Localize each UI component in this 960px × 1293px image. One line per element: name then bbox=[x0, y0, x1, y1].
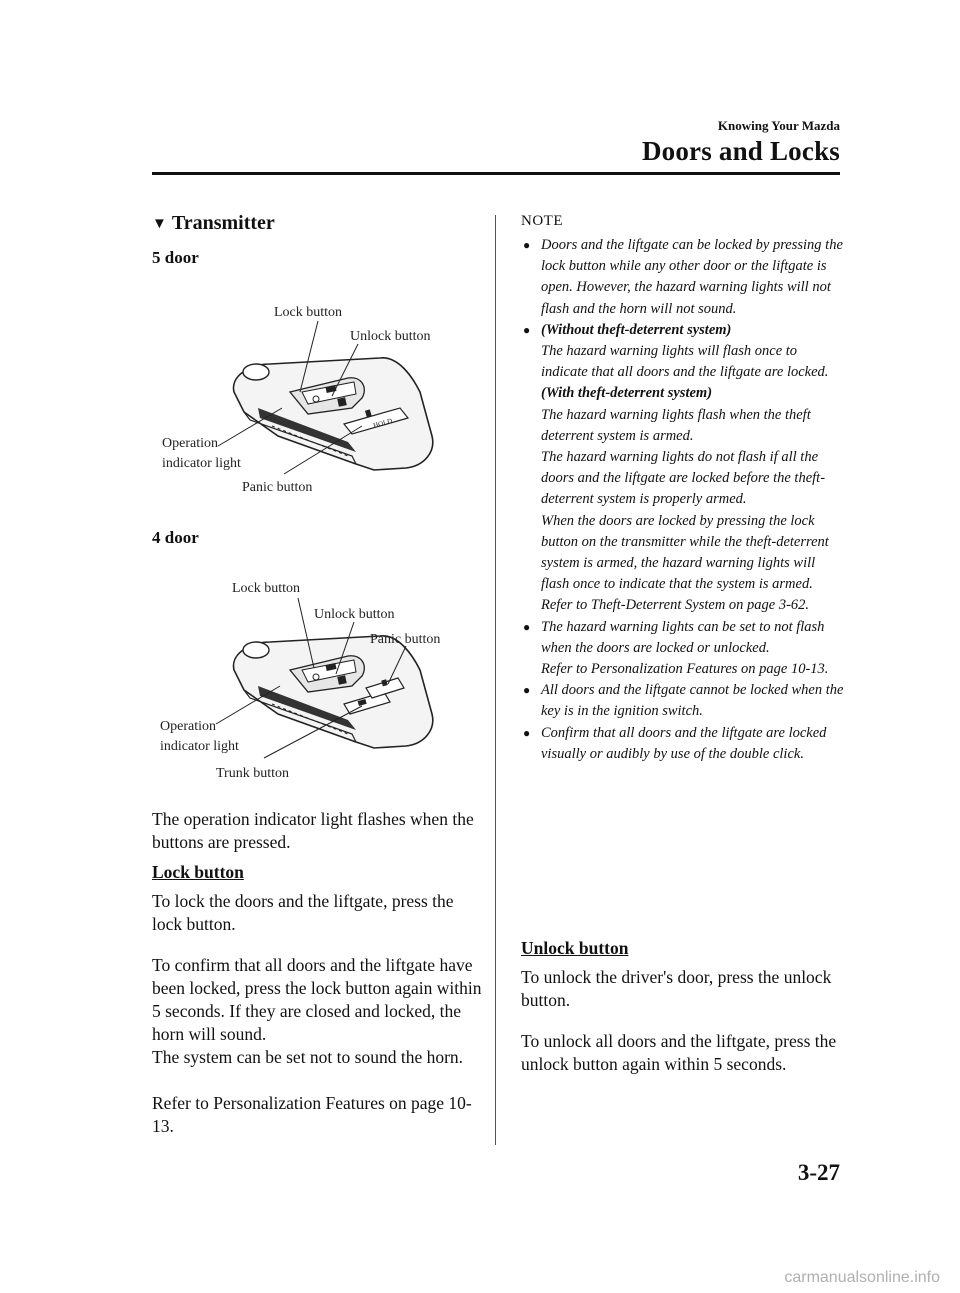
bullet-icon: ● bbox=[523, 619, 531, 634]
paragraph-confirm-lock: To confirm that all doors and the liftgate have been locked, press the lock button again within 5 seconds. If they are closed and locked, the horn will sound. bbox=[152, 955, 482, 1044]
note-item: ● Confirm that all doors and the liftgate are locked visually or audibly by use of the double click. bbox=[523, 724, 827, 762]
label-operation: Operation bbox=[160, 719, 216, 734]
lock-button-heading: Lock button bbox=[152, 862, 244, 882]
note-item: ● (Without theft-deterrent system) The hazard warning lights will flash once to indicate that all doors and the liftgate are locked. (With theft-deterrent system) The hazard warning lights flash when the theft deterrent system is armed. The hazard warning lights do not flash if all the doors and the liftgate are locked before the theft-deterrent system is properly armed. When the doors are locked by pressing the lock button on the transmitter while the theft-deterrent system is armed, the hazard warning lights will flash once to indicate that the system is armed. Refer to Theft-Deterrent System on page 3-62. bbox=[523, 321, 829, 614]
figure-label-5-door: 5 door bbox=[152, 248, 199, 267]
chapter-title: Knowing Your Mazda bbox=[717, 118, 840, 133]
paragraph-lock: To lock the doors and the liftgate, press the lock button. bbox=[152, 891, 454, 934]
label-lock-button: Lock button bbox=[274, 305, 343, 320]
bullet-icon: ● bbox=[523, 725, 531, 740]
paragraph-unlock-all: To unlock all doors and the liftgate, press the unlock button again within 5 seconds. bbox=[521, 1031, 837, 1074]
paragraph-indicator: The operation indicator light flashes when the buttons are pressed. bbox=[152, 809, 474, 852]
header-rule bbox=[152, 172, 840, 175]
paragraph-unlock-driver: To unlock the driver's door, press the unlock button. bbox=[521, 967, 832, 1010]
bullet-icon: ● bbox=[523, 238, 531, 252]
label-lock-button: Lock button bbox=[232, 581, 301, 596]
note-heading: NOTE bbox=[521, 213, 563, 229]
label-operation: Operation bbox=[162, 436, 218, 451]
label-trunk-button: Trunk button bbox=[216, 766, 290, 781]
section-title: Doors and Locks bbox=[641, 136, 840, 166]
section-heading bbox=[152, 212, 275, 235]
bullet-icon: ● bbox=[523, 322, 531, 337]
key-fob-5-door bbox=[233, 358, 432, 470]
unlock-button-heading: Unlock button bbox=[521, 938, 629, 958]
label-panic-button: Panic button bbox=[242, 480, 313, 495]
label-unlock-button: Unlock button bbox=[350, 329, 431, 344]
page-number: 3-27 bbox=[797, 1160, 840, 1185]
svg-text:HOLD: HOLD bbox=[372, 416, 394, 430]
note-item: ● The hazard warning lights can be set to not flash when the doors are locked or unlocked. Refer to Personalization Features on page 10-13. bbox=[523, 618, 829, 678]
note-item: ● All doors and the liftgate cannot be locked when the key is in the ignition switch. bbox=[523, 682, 844, 720]
bullet-icon: ● bbox=[523, 683, 531, 698]
triangle-down-icon: ▼ bbox=[152, 216, 167, 232]
note-item: ● Doors and the liftgate can be locked by pressing the lock button while any other door or the liftgate is open. However, the hazard warning lights will not flash and the horn will not sound. bbox=[523, 237, 843, 317]
paragraph-reference: Refer to Personalization Features on page 10-13. bbox=[152, 1093, 472, 1136]
watermark: carmanualsonline.info bbox=[784, 1269, 940, 1286]
transmitter-4-door-figure bbox=[152, 574, 462, 784]
paragraph-horn-setting: The system can be set not to sound the horn. bbox=[152, 1047, 464, 1067]
transmitter-5-door-figure bbox=[152, 296, 462, 501]
label-unlock-button: Unlock button bbox=[314, 607, 395, 622]
figure-label-4-door: 4 door bbox=[152, 528, 199, 547]
label-panic-button: Panic button bbox=[370, 632, 441, 647]
note-list bbox=[521, 235, 846, 765]
section-heading-text: Transmitter bbox=[171, 212, 275, 234]
column-divider bbox=[495, 215, 496, 1145]
label-indicator-light: indicator light bbox=[160, 739, 239, 754]
label-indicator-light: indicator light bbox=[162, 456, 241, 471]
